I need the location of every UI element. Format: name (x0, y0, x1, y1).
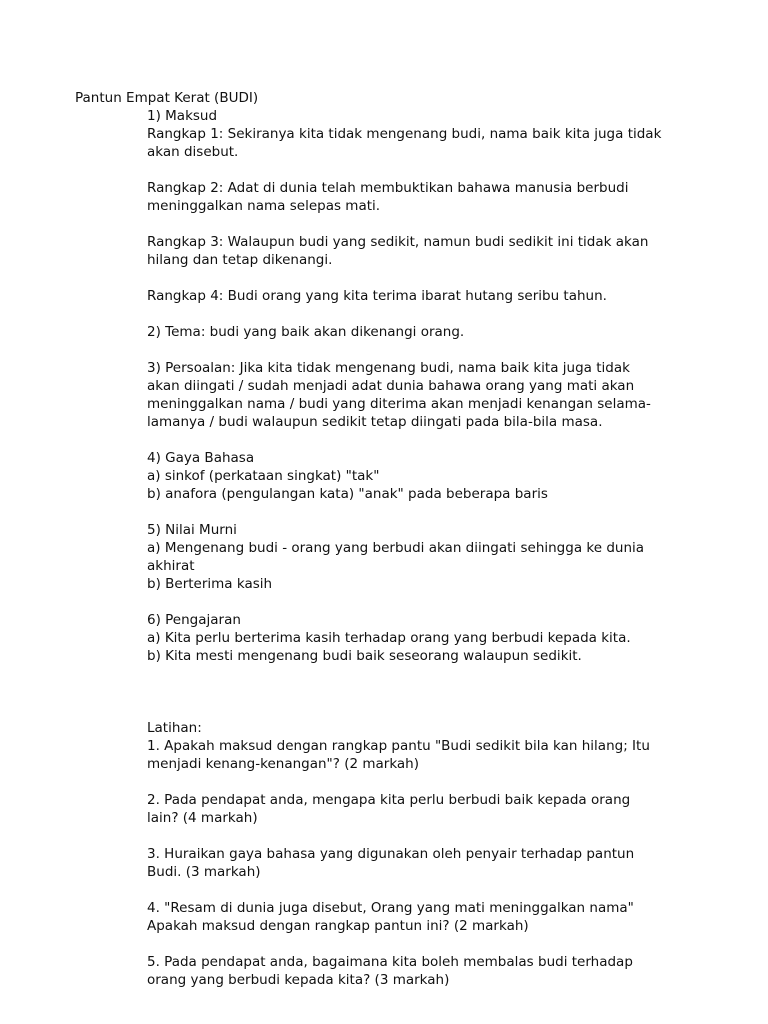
gaya-bahasa-heading: 4) Gaya Bahasa (147, 450, 255, 466)
pengajaran-heading: 6) Pengajaran (147, 612, 241, 628)
document-title: Pantun Empat Kerat (BUDI) (75, 90, 259, 106)
persoalan-line-1: 3) Persoalan: Jika kita tidak mengenang budi, nama baik kita juga tidak (147, 360, 630, 376)
latihan-question-5 (147, 953, 707, 989)
persoalan-line-3: meninggalkan nama / budi yang diterima akan menjadi kenangan selama- (147, 396, 651, 412)
pengajaran-item-a: a) Kita perlu berterima kasih terhadap orang yang berbudi kepada kita. (147, 630, 631, 646)
rangkap-3-line-1: Rangkap 3: Walaupun budi yang sedikit, namun budi sedikit ini tidak akan (147, 234, 649, 250)
question-5-line-1: 5. Pada pendapat anda, bagaimana kita boleh membalas budi terhadap (147, 954, 633, 970)
latihan-heading: Latihan: (147, 720, 202, 736)
tema-section (147, 323, 707, 341)
rangkap-3 (147, 233, 707, 269)
maksud-heading: 1) Maksud (147, 108, 218, 124)
question-2-line-2: lain? (4 markah) (147, 810, 258, 826)
section-spacer (147, 665, 707, 719)
rangkap-4-line-1: Rangkap 4: Budi orang yang kita terima ibarat hutang seribu tahun. (147, 288, 607, 304)
persoalan-line-2: akan diingati / sudah menjadi adat dunia bahawa orang yang mati akan (147, 378, 635, 394)
rangkap-3-line-2: hilang dan tetap dikenangi. (147, 252, 333, 268)
rangkap-2 (147, 179, 707, 215)
persoalan-section (147, 359, 707, 431)
rangkap-4 (147, 287, 707, 305)
gaya-bahasa-section (147, 449, 707, 503)
latihan-question-3 (147, 845, 707, 881)
question-4-line-2: Apakah maksud dengan rangkap pantun ini? (2 markah) (147, 918, 529, 934)
rangkap-2-line-1: Rangkap 2: Adat di dunia telah membuktikan bahawa manusia berbudi (147, 180, 629, 196)
nilai-murni-item-a-cont: akhirat (147, 558, 195, 574)
nilai-murni-heading: 5) Nilai Murni (147, 522, 237, 538)
latihan-section (147, 719, 707, 989)
question-4-line-1: 4. "Resam di dunia juga disebut, Orang yang mati meninggalkan nama" (147, 900, 634, 916)
nilai-murni-item-b: b) Berterima kasih (147, 576, 273, 592)
gaya-bahasa-item-a: a) sinkof (perkataan singkat) "tak" (147, 468, 380, 484)
gaya-bahasa-item-b: b) anafora (pengulangan kata) "anak" pada beberapa baris (147, 486, 548, 502)
document-body (147, 107, 707, 989)
question-3-line-1: 3. Huraikan gaya bahasa yang digunakan oleh penyair terhadap pantun (147, 846, 635, 862)
latihan-question-4 (147, 899, 707, 935)
latihan-question-1 (147, 737, 707, 773)
question-1-line-1: 1. Apakah maksud dengan rangkap pantu "Budi sedikit bila kan hilang; Itu (147, 738, 650, 754)
latihan-question-2 (147, 791, 707, 827)
question-5-line-2: orang yang berbudi kepada kita? (3 markah) (147, 972, 450, 988)
question-2-line-1: 2. Pada pendapat anda, mengapa kita perlu berbudi baik kepada orang (147, 792, 631, 808)
rangkap-2-line-2: meninggalkan nama selepas mati. (147, 198, 381, 214)
pengajaran-item-b: b) Kita mesti mengenang budi baik seseorang walaupun sedikit. (147, 648, 582, 664)
rangkap-1-line-1: Rangkap 1: Sekiranya kita tidak mengenang budi, nama baik kita juga tidak (147, 126, 662, 142)
rangkap-1 (147, 125, 707, 161)
persoalan-line-4: lamanya / budi walaupun sedikit tetap diingati pada bila-bila masa. (147, 414, 603, 430)
question-1-line-2: menjadi kenang-kenangan"? (2 markah) (147, 756, 420, 772)
nilai-murni-section (147, 521, 707, 593)
rangkap-1-line-2: akan disebut. (147, 144, 239, 160)
question-3-line-2: Budi. (3 markah) (147, 864, 261, 880)
tema-line: 2) Tema: budi yang baik akan dikenangi orang. (147, 324, 465, 340)
pengajaran-section (147, 611, 707, 665)
nilai-murni-item-a: a) Mengenang budi - orang yang berbudi akan diingati sehingga ke dunia (147, 540, 645, 556)
